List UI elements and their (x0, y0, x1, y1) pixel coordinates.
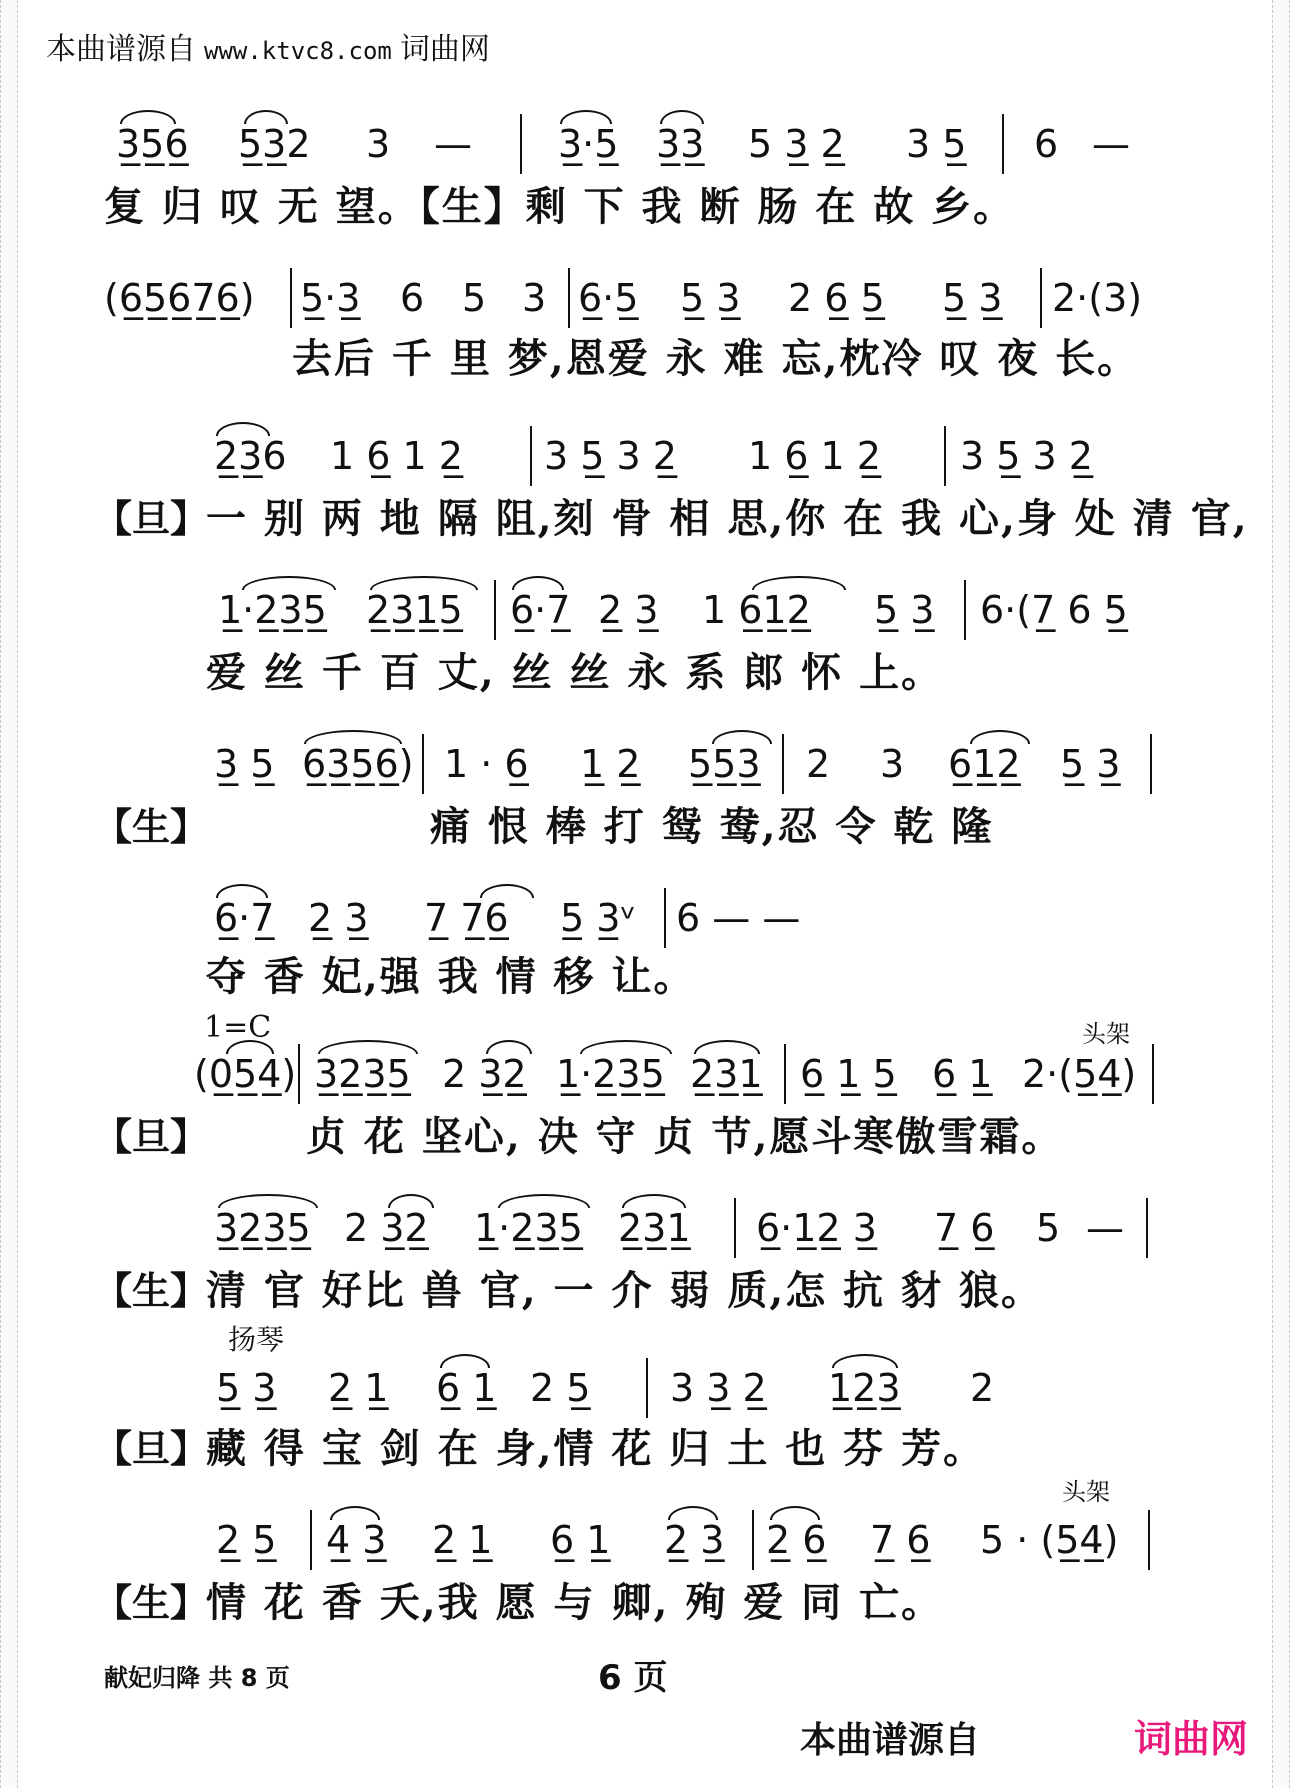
note-group: 2·(3) (1052, 276, 1143, 320)
lyrics-line-6 (0, 950, 1290, 1004)
note-group: 6̲·1̲2̲ 3̲ (756, 1206, 877, 1250)
note-group: 1 6̲1̲2̲ (702, 588, 811, 632)
barline (568, 268, 570, 328)
note-group: 5̲ 3̲ (942, 276, 1003, 320)
barline (964, 580, 966, 640)
footer-title: 献妃归降 共 8 页 (104, 1664, 290, 1692)
note-group: (0̲5̲4̲) (194, 1052, 297, 1096)
note-group: 6̲·7̲ (214, 896, 275, 940)
note-group: 3̲ 5̲ (214, 742, 275, 786)
note-group: 1 · 6̲ (444, 742, 529, 786)
page-number: 6 页 (598, 1658, 668, 1698)
score-line-9 (0, 1366, 1290, 1426)
score-line-4 (0, 588, 1290, 648)
header (46, 24, 490, 68)
role-label: 【旦】 (94, 1114, 209, 1159)
role-label: 【生】 (94, 1580, 209, 1625)
note-group: 1̲·2̲3̲5̲ (218, 588, 327, 632)
note-group: 2̲ 3̲ (664, 1518, 725, 1562)
slur (318, 1040, 418, 1054)
lyrics-line-9 (0, 1422, 1290, 1476)
note-group: 6̲1̲2̲ (948, 742, 1021, 786)
lyrics-text: 夺 香 妃,强 我 情 移 让。 (206, 953, 696, 1000)
slur (120, 110, 176, 124)
lyrics-text: 痛 恨 棒 打 鸳 鸯,忍 令 乾 隆 (430, 803, 994, 850)
note-group: 3̲2̲3̲5̲ (214, 1206, 311, 1250)
slur (370, 576, 478, 590)
note: 5 (462, 276, 487, 320)
barline (290, 268, 292, 328)
note: 2 (806, 742, 831, 786)
barline (494, 580, 496, 640)
note-group: 2̲3̲1̲5̲ (366, 588, 463, 632)
note-group: 3 5̲ 3 2̲ (960, 434, 1093, 478)
note-group: 3 5̲ 3 2̲ (544, 434, 677, 478)
header-site[interactable]: www.ktvc8.com (204, 37, 392, 65)
note-group: 2̲ 3̲ (308, 896, 369, 940)
slur (660, 110, 704, 124)
toujia-label: 头架 (1082, 1020, 1130, 1048)
note-group: 6·(7̲ 6 5̲ (980, 588, 1128, 632)
lyrics-line-4 (0, 646, 1290, 700)
score-line-6 (0, 896, 1290, 956)
note-group: 5̲ 3̲ (874, 588, 935, 632)
barline (646, 1358, 648, 1418)
note-group: 5̲ 3̲ (1060, 742, 1121, 786)
note-group: 5 3̲ 2̲ (748, 122, 845, 166)
note-group: 7̲ 6̲ (870, 1518, 931, 1562)
slur (668, 1506, 718, 1520)
note-group: 6̲·5̲ (578, 276, 639, 320)
slur (622, 1194, 686, 1208)
note-group: 1̲2̲3̲ (828, 1366, 901, 1410)
header-prefix: 本曲谱源自 (46, 32, 196, 67)
note-group: 5 · (5̲4̲) (980, 1518, 1119, 1562)
note-group: 6̲3̲5̲6̲) (302, 742, 414, 786)
role-label: 【生】 (94, 804, 209, 849)
note: 3 (366, 122, 391, 166)
note-group: 2̲ 1̲ (328, 1366, 389, 1410)
note-group: 2̲ 3̲ (598, 588, 659, 632)
role-label: 【旦】 (94, 1426, 209, 1471)
role-label: 【生】 (94, 1268, 209, 1313)
barline (298, 1044, 300, 1104)
barline (752, 1510, 754, 1570)
note-group: 5̲·3̲ (300, 276, 361, 320)
barline (1150, 734, 1152, 794)
note-group: 3 3̲ 2̲ (670, 1366, 767, 1410)
barline (1152, 1044, 1154, 1104)
note-group: 6 — — (676, 896, 801, 940)
note-group: (6̲5̲6̲7̲6̲) (104, 276, 255, 320)
note-group: 1 6̲ 1 2̲ (748, 434, 881, 478)
note-group: 2̲ 1̲ (432, 1518, 493, 1562)
lyrics-line-7 (0, 1110, 1290, 1164)
note-group: 2̲ 5̲ (216, 1518, 277, 1562)
slur (216, 884, 268, 898)
dash: — (1092, 122, 1130, 166)
barline (422, 734, 424, 794)
note: 6 (1034, 122, 1059, 166)
footer-source: 本曲谱源自 (800, 1720, 981, 1761)
barline (734, 1198, 736, 1258)
note-group: 6̲ 1̲ (436, 1366, 497, 1410)
barline (944, 426, 946, 486)
note: 5 (1036, 1206, 1061, 1250)
note-group: 2̲ 6̲ (766, 1518, 827, 1562)
slur (512, 576, 564, 590)
score-line-10 (0, 1518, 1290, 1578)
lyrics-line-10 (0, 1576, 1290, 1630)
slur (486, 1040, 532, 1054)
note-group: 2·(5̲4̲) (1022, 1052, 1137, 1096)
slur (770, 1506, 820, 1520)
note-group: 6̲ 1̲ (550, 1518, 611, 1562)
barline (310, 1510, 312, 1570)
barline (782, 734, 784, 794)
note-group: 2̲3̲1̲ (690, 1052, 763, 1096)
note-group: 6̲ 1̲ (932, 1052, 993, 1096)
slur (480, 884, 534, 898)
lyrics-line-2 (0, 332, 1290, 386)
lyrics-text: 藏 得 宝 剑 在 身,情 花 归 土 也 芬 芳。 (206, 1425, 986, 1472)
footer-brand[interactable]: 词曲网 (1134, 1717, 1249, 1761)
note-group: 2 3̲2̲ (442, 1052, 527, 1096)
note-group: 2̲3̲1̲ (618, 1206, 691, 1250)
lyrics-line-8 (0, 1264, 1290, 1318)
note-group: 3̲5̲6̲ (116, 122, 189, 166)
slur (242, 576, 336, 590)
lyrics-line-1 (0, 180, 1290, 234)
dash: — (434, 122, 472, 166)
slur (712, 730, 772, 744)
lyrics-text: 一 别 两 地 隔 阻,刻 骨 相 思,你 在 我 心,身 处 清 官, (206, 495, 1249, 542)
role-label: 【旦】 (94, 496, 209, 541)
barline (520, 114, 522, 174)
note-group: 2 3̲2̲ (344, 1206, 429, 1250)
note-group: 5̲3̲2 (238, 122, 311, 166)
note-group: 5̲ 3̲ᵛ (560, 896, 637, 940)
note-group: 7̲ 6̲ (934, 1206, 995, 1250)
lyrics-text: 去后 千 里 梦,恩爱 永 难 忘,枕冷 叹 夜 长。 (292, 335, 1140, 382)
lyrics-line-5 (0, 800, 1290, 854)
barline (1040, 268, 1042, 328)
slur (498, 1194, 590, 1208)
note: 3 (522, 276, 547, 320)
barline (1002, 114, 1004, 174)
note-group: 5̲ 3̲ (680, 276, 741, 320)
note-group: 1̲·2̲3̲5̲ (474, 1206, 583, 1250)
note-group: 7̲ 7̲6̲ (424, 896, 509, 940)
barline (1146, 1198, 1148, 1258)
slur (694, 1040, 760, 1054)
slur (244, 110, 288, 124)
note-group: 5̲ 3̲ (216, 1366, 277, 1410)
lyrics-text: 贞 花 坚心, 决 守 贞 节,愿斗寒傲雪霜。 (306, 1113, 1064, 1160)
slur (832, 1354, 898, 1368)
lyrics-text: 清 官 好比 兽 官, 一 介 弱 质,怎 抗 豺 狼。 (206, 1267, 1044, 1314)
barline (1148, 1510, 1150, 1570)
slur (752, 576, 846, 590)
note-group: 1̲ 2̲ (580, 742, 641, 786)
score-line-8 (0, 1206, 1290, 1266)
score-line-7 (0, 1052, 1290, 1112)
slur (218, 1194, 318, 1208)
slur (330, 1506, 380, 1520)
lyrics-line-3 (0, 492, 1290, 546)
yangqin-label: 扬琴 (228, 1323, 285, 1356)
slur (560, 110, 612, 124)
slur (304, 730, 402, 744)
barline (784, 1044, 786, 1104)
lyrics-text: 复 归 叹 无 望。【生】剩 下 我 断 肠 在 故 乡。 (104, 183, 1016, 230)
barline (664, 888, 666, 948)
header-suffix: 词曲网 (399, 32, 490, 67)
barline (530, 426, 532, 486)
note-group: 2̲3̲6 (214, 434, 287, 478)
score-line-1 (0, 122, 1290, 182)
slur (440, 1354, 490, 1368)
score-line-3 (0, 434, 1290, 494)
note-group: 3̲3̲ (656, 122, 705, 166)
slur (580, 1040, 672, 1054)
lyrics-text: 情 花 香 夭,我 愿 与 卿, 殉 爱 同 亡。 (206, 1579, 944, 1626)
note: 6 (400, 276, 425, 320)
note-group: 6̲ 1̲ 5̲ (800, 1052, 897, 1096)
key-change: 1=C (204, 1010, 272, 1045)
dash: — (1086, 1206, 1124, 1250)
note-group: 2 5̲ (530, 1366, 591, 1410)
note: 3 (880, 742, 905, 786)
slur (970, 730, 1030, 744)
note-group: 2 6̲ 5̲ (788, 276, 885, 320)
note-group: 3̲·5̲ (558, 122, 619, 166)
note-group: 3̲2̲3̲5̲ (314, 1052, 411, 1096)
score-line-2 (0, 276, 1290, 336)
lyrics-text: 爱 丝 千 百 丈, 丝 丝 永 系 郎 怀 上。 (206, 649, 944, 696)
note-group: 4̲ 3̲ (326, 1518, 387, 1562)
note-group: 1 6̲ 1 2̲ (330, 434, 463, 478)
slur (388, 1194, 434, 1208)
note-group: 1̲·2̲3̲5̲ (556, 1052, 665, 1096)
slur (216, 422, 270, 436)
note-group: 5̲5̲3̲ (688, 742, 761, 786)
note: 2 (970, 1366, 995, 1410)
note-group: 6̲·7̲ (510, 588, 571, 632)
score-line-5 (0, 742, 1290, 802)
toujia-label: 头架 (1062, 1478, 1110, 1506)
note-group: 3 5̲ (906, 122, 967, 166)
